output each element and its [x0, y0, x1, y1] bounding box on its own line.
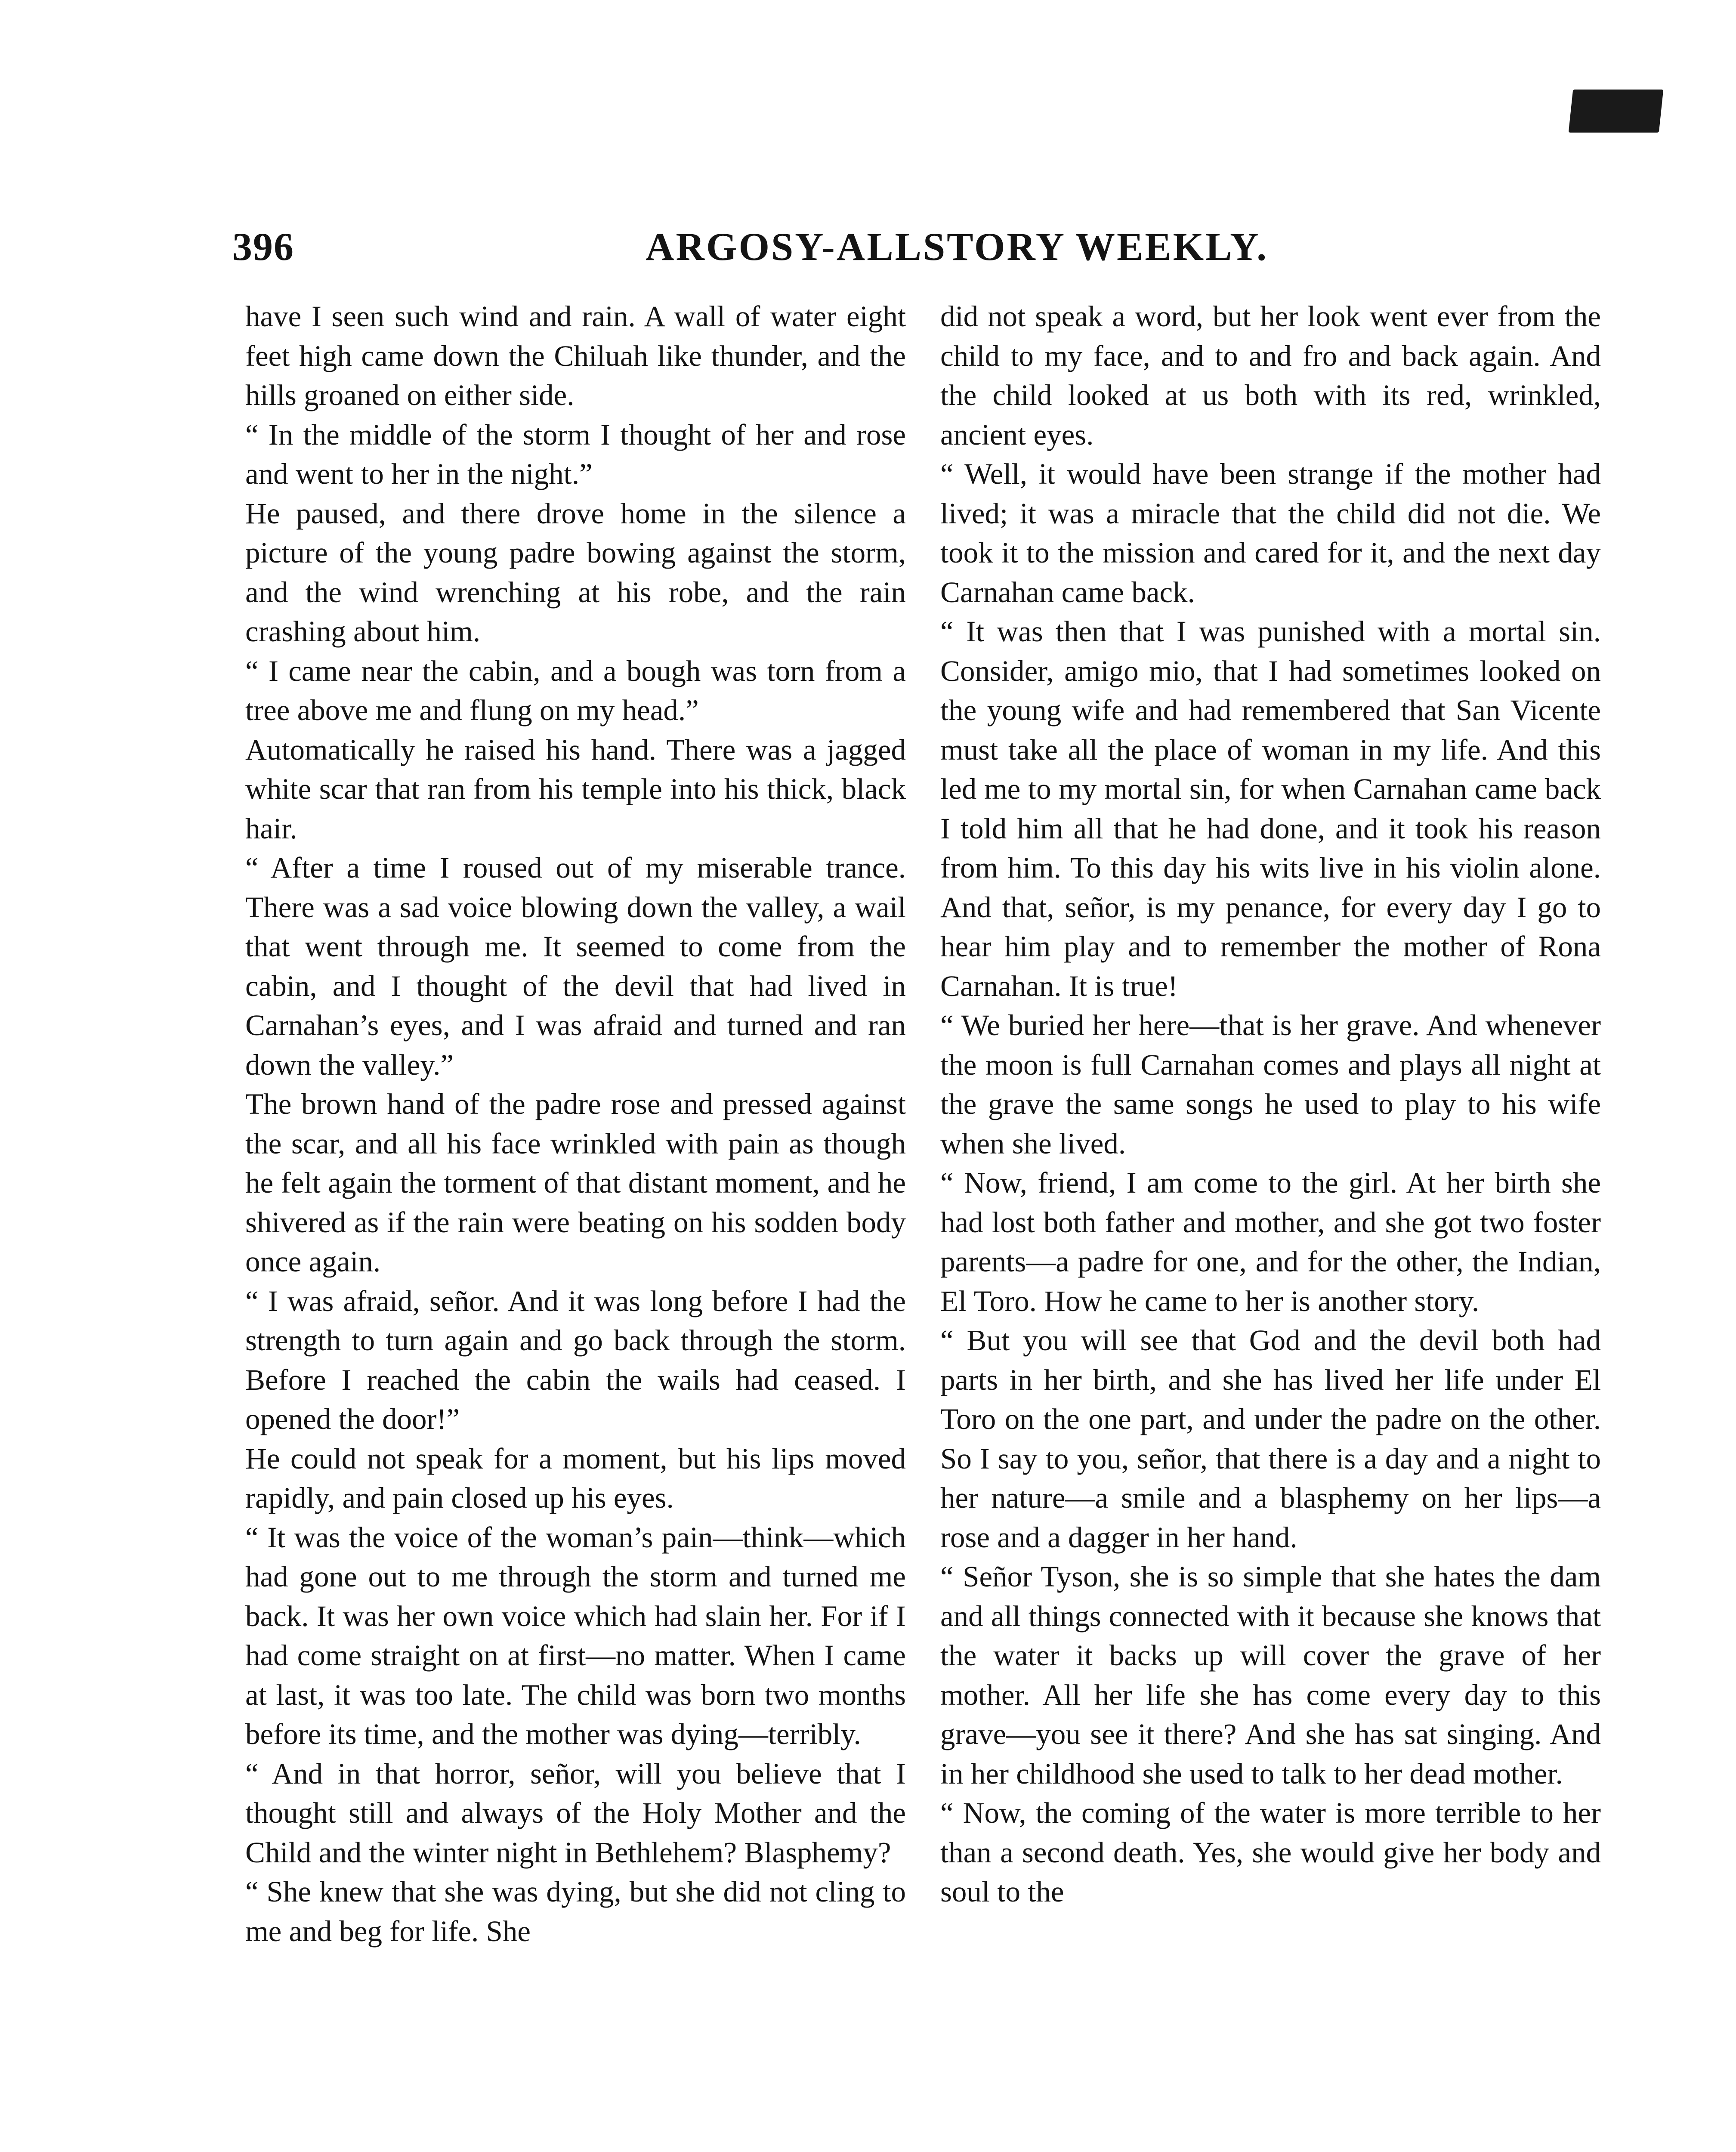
paragraph: have I seen such wind and rain. A wall of water eight feet high came down the Chiluah like thunder, and the hills groaned on either side.	[245, 300, 906, 411]
paragraph: “ I was afraid, señor. And it was long before I had the strength to turn again and go back through the storm. Before I reached the cabin the wails had ceased. I opened the door!”	[245, 1284, 906, 1435]
page-number: 396	[232, 225, 294, 269]
paragraph: “ Now, the coming of the water is more terrible to her than a second death. Yes, she would give her body and soul to the	[940, 1796, 1601, 1908]
right-text-column	[940, 297, 1601, 1912]
paragraph: “ She knew that she was dying, but she did not cling to me and beg for life. She	[245, 1875, 906, 1948]
paragraph: “ It was the voice of the woman’s pain—think—which had gone out to me through the storm and turned me back. It was her own voice which had slain her. For if I had come straight on at first—no matter. When I came at last, it was too late. The child was born two months before its time, and the mother was dying—terribly.	[245, 1521, 906, 1750]
paragraph: did not speak a word, but her look went ever from the child to my face, and to and fro and back again. And the child looked at us both with its red, wrinkled, ancient eyes.	[940, 300, 1601, 451]
paragraph: “ We buried her here—that is her grave. And whenever the moon is full Carnahan comes and plays all night at the grave the same songs he used to play to his wife when she lived.	[940, 1009, 1601, 1160]
paragraph: “ In the middle of the storm I thought of her and rose and went to her in the night.”	[245, 418, 906, 490]
page-corner-mark	[1569, 90, 1664, 133]
paragraph: He could not speak for a moment, but his lips moved rapidly, and pain closed up his eyes.	[245, 1442, 906, 1514]
paragraph: He paused, and there drove home in the silence a picture of the young padre bowing against the storm, and the wind wrenching at his robe, and the rain crashing about him.	[245, 497, 906, 648]
paragraph: “ But you will see that God and the devil both had parts in her birth, and she has lived her life under El Toro on the one part, and under the padre on the other. So I say to you, señor, that there is a day and a night to her nature—a smile and a blasphemy on her lips—a rose and a dagger in her hand.	[940, 1324, 1601, 1554]
paragraph: “ Well, it would have been strange if the mother had lived; it was a miracle that the child did not die. We took it to the mission and cared for it, and the next day Carnahan came back.	[940, 458, 1601, 609]
paragraph: “ Señor Tyson, she is so simple that she hates the dam and all things connected with it because she knows that the water it backs up will cover the grave of her mother. All her life she has come every day to this grave—you see it there? And she has sat singing. And in her childhood she used to talk to her dead mother.	[940, 1560, 1601, 1790]
running-header	[232, 224, 1601, 288]
paragraph: “ It was then that I was punished with a mortal sin. Consider, amigo mio, that I had sometimes looked on the young wife and had remembered that San Vicente must take all the place of woman in my life. And this led me to my mortal sin, for when Carnahan came back I told him all that he had done, and it took his reason from him. To this day his wits live in his violin alone. And that, señor, is my penance, for every day I go to hear him play and to remember the mother of Rona Carnahan. It is true!	[940, 615, 1601, 1002]
paragraph: “ Now, friend, I am come to the girl. At her birth she had lost both father and mother, and she got two foster parents—a padre for one, and for the other, the Indian, El Toro. How he came to her is another story.	[940, 1166, 1601, 1317]
paragraph: “ After a time I roused out of my miserable trance. There was a sad voice blowing down the valley, a wail that went through me. It seemed to come from the cabin, and I thought of the devil that had lived in Carnahan’s eyes, and I was afraid and turned and ran down the valley.”	[245, 851, 906, 1081]
paragraph: Automatically he raised his hand. There was a jagged white scar that ran from his temple into his thick, black hair.	[245, 733, 906, 845]
paragraph: “ I came near the cabin, and a bough was torn from a tree above me and flung on my head.”	[245, 654, 906, 727]
paragraph: “ And in that horror, señor, will you believe that I thought still and always of the Holy Mother and the Child and the winter night in Bethlehem? Blasphemy?	[245, 1757, 906, 1869]
left-text-column	[245, 297, 906, 1951]
magazine-title: ARGOSY-ALLSTORY WEEKLY.	[646, 225, 1269, 269]
paragraph: The brown hand of the padre rose and pressed against the scar, and all his face wrinkled with pain as though he felt again the torment of that distant moment, and he shivered as if the rain were beating on his sodden body once again.	[245, 1088, 906, 1278]
